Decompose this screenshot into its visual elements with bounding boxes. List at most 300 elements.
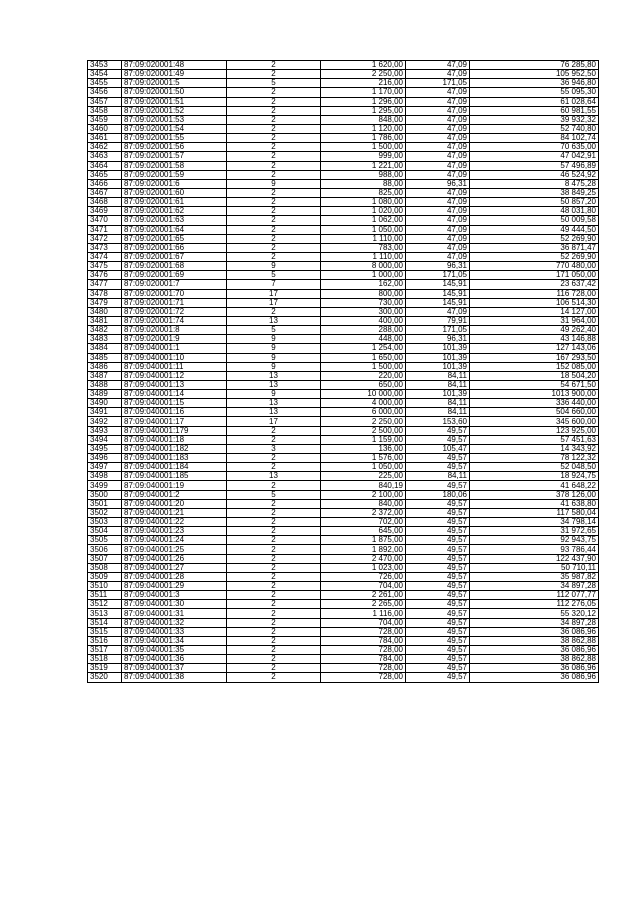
group-cell: 2 (227, 307, 321, 316)
table-row (88, 664, 599, 673)
row-number-cell: 3467 (88, 188, 122, 197)
table-row (88, 527, 599, 536)
cadastral-value-cell: 122 437,90 (470, 554, 599, 563)
group-cell: 2 (227, 499, 321, 508)
table-row (88, 179, 599, 188)
area-cell: 1 221,00 (321, 161, 406, 170)
table-row (88, 70, 599, 79)
table-row (88, 563, 599, 572)
group-cell: 2 (227, 518, 321, 527)
row-number-cell: 3513 (88, 609, 122, 618)
cadastral-value-cell: 8 475,28 (470, 179, 599, 188)
cadastral-value-cell: 34 897,28 (470, 618, 599, 627)
group-cell: 9 (227, 179, 321, 188)
table-row (88, 545, 599, 554)
specific-value-cell: 49,57 (406, 508, 470, 517)
row-number-cell: 3498 (88, 472, 122, 481)
group-cell: 2 (227, 134, 321, 143)
group-cell: 13 (227, 408, 321, 417)
cadastral-value-cell: 61 028,64 (470, 97, 599, 106)
cadastral-value-cell: 123 925,00 (470, 426, 599, 435)
cadastral-number-cell: 87:09:020001:69 (122, 271, 227, 280)
area-cell: 784,00 (321, 655, 406, 664)
group-cell: 2 (227, 70, 321, 79)
cadastral-value-cell: 35 987,82 (470, 572, 599, 581)
row-number-cell: 3473 (88, 243, 122, 252)
cadastral-number-cell: 87:09:020001:61 (122, 198, 227, 207)
specific-value-cell: 49,57 (406, 554, 470, 563)
group-cell: 2 (227, 463, 321, 472)
area-cell: 88,00 (321, 179, 406, 188)
table-row (88, 316, 599, 325)
group-cell: 17 (227, 417, 321, 426)
row-number-cell: 3478 (88, 289, 122, 298)
cadastral-value-cell: 36 086,96 (470, 673, 599, 682)
cadastral-number-cell: 87:09:040001:36 (122, 655, 227, 664)
table-row (88, 582, 599, 591)
row-number-cell: 3456 (88, 88, 122, 97)
specific-value-cell: 49,57 (406, 609, 470, 618)
row-number-cell: 3460 (88, 124, 122, 133)
area-cell: 1 062,00 (321, 216, 406, 225)
table-row (88, 289, 599, 298)
cadastral-value-cell: 38 862,88 (470, 636, 599, 645)
group-cell: 5 (227, 79, 321, 88)
specific-value-cell: 47,09 (406, 115, 470, 124)
table-row (88, 97, 599, 106)
row-number-cell: 3457 (88, 97, 122, 106)
row-number-cell: 3496 (88, 454, 122, 463)
row-number-cell: 3477 (88, 280, 122, 289)
specific-value-cell: 84,11 (406, 408, 470, 417)
specific-value-cell: 96,31 (406, 335, 470, 344)
table-row (88, 454, 599, 463)
cadastral-value-cell: 378 126,00 (470, 490, 599, 499)
cadastral-value-table (87, 60, 599, 683)
cadastral-value-cell: 49 444,50 (470, 225, 599, 234)
table-row (88, 198, 599, 207)
cadastral-value-cell: 34 798,14 (470, 518, 599, 527)
area-cell: 2 265,00 (321, 600, 406, 609)
group-cell: 2 (227, 188, 321, 197)
cadastral-number-cell: 87:09:020001:6 (122, 179, 227, 188)
cadastral-number-cell: 87:09:040001:32 (122, 618, 227, 627)
area-cell: 783,00 (321, 243, 406, 252)
table-row (88, 134, 599, 143)
area-cell: 1 875,00 (321, 536, 406, 545)
group-cell: 5 (227, 271, 321, 280)
cadastral-value-cell: 47 042,91 (470, 152, 599, 161)
area-cell: 216,00 (321, 79, 406, 88)
table-row (88, 390, 599, 399)
specific-value-cell: 49,57 (406, 435, 470, 444)
cadastral-number-cell: 87:09:020001:68 (122, 262, 227, 271)
group-cell: 2 (227, 225, 321, 234)
group-cell: 2 (227, 97, 321, 106)
area-cell: 1 786,00 (321, 134, 406, 143)
row-number-cell: 3519 (88, 664, 122, 673)
table-row (88, 490, 599, 499)
group-cell: 2 (227, 61, 321, 70)
row-number-cell: 3518 (88, 655, 122, 664)
cadastral-number-cell: 87:09:040001:10 (122, 353, 227, 362)
specific-value-cell: 49,57 (406, 636, 470, 645)
specific-value-cell: 49,57 (406, 499, 470, 508)
table-row (88, 243, 599, 252)
row-number-cell: 3511 (88, 591, 122, 600)
specific-value-cell: 49,57 (406, 545, 470, 554)
area-cell: 728,00 (321, 646, 406, 655)
row-number-cell: 3485 (88, 353, 122, 362)
cadastral-number-cell: 87:09:020001:54 (122, 124, 227, 133)
cadastral-number-cell: 87:09:040001:15 (122, 399, 227, 408)
specific-value-cell: 47,09 (406, 88, 470, 97)
group-cell: 2 (227, 664, 321, 673)
group-cell: 13 (227, 316, 321, 325)
cadastral-number-cell: 87:09:040001:185 (122, 472, 227, 481)
table-row (88, 417, 599, 426)
area-cell: 1 170,00 (321, 88, 406, 97)
cadastral-number-cell: 87:09:040001:28 (122, 572, 227, 581)
cadastral-number-cell: 87:09:020001:70 (122, 289, 227, 298)
specific-value-cell: 96,31 (406, 179, 470, 188)
group-cell: 2 (227, 234, 321, 243)
area-cell: 726,00 (321, 572, 406, 581)
group-cell: 2 (227, 508, 321, 517)
row-number-cell: 3488 (88, 380, 122, 389)
group-cell: 2 (227, 609, 321, 618)
specific-value-cell: 47,09 (406, 198, 470, 207)
cadastral-number-cell: 87:09:040001:18 (122, 435, 227, 444)
group-cell: 13 (227, 380, 321, 389)
cadastral-value-cell: 23 637,42 (470, 280, 599, 289)
cadastral-number-cell: 87:09:040001:14 (122, 390, 227, 399)
area-cell: 4 000,00 (321, 399, 406, 408)
area-cell: 300,00 (321, 307, 406, 316)
cadastral-value-cell: 504 660,00 (470, 408, 599, 417)
row-number-cell: 3464 (88, 161, 122, 170)
group-cell: 2 (227, 582, 321, 591)
row-number-cell: 3483 (88, 335, 122, 344)
area-cell: 8 000,00 (321, 262, 406, 271)
area-cell: 220,00 (321, 371, 406, 380)
area-cell: 1 650,00 (321, 353, 406, 362)
area-cell: 1 050,00 (321, 225, 406, 234)
area-cell: 2 372,00 (321, 508, 406, 517)
cadastral-number-cell: 87:09:020001:51 (122, 97, 227, 106)
cadastral-value-cell: 93 786,44 (470, 545, 599, 554)
cadastral-number-cell: 87:09:020001:49 (122, 70, 227, 79)
area-cell: 704,00 (321, 582, 406, 591)
cadastral-number-cell: 87:09:020001:67 (122, 252, 227, 261)
group-cell: 13 (227, 472, 321, 481)
cadastral-value-cell: 41 648,22 (470, 481, 599, 490)
area-cell: 288,00 (321, 326, 406, 335)
table-row (88, 307, 599, 316)
row-number-cell: 3505 (88, 536, 122, 545)
group-cell: 2 (227, 152, 321, 161)
group-cell: 2 (227, 252, 321, 261)
specific-value-cell: 49,57 (406, 527, 470, 536)
area-cell: 1 110,00 (321, 234, 406, 243)
area-cell: 645,00 (321, 527, 406, 536)
cadastral-number-cell: 87:09:040001:2 (122, 490, 227, 499)
cadastral-value-cell: 52 048,50 (470, 463, 599, 472)
table-row (88, 61, 599, 70)
specific-value-cell: 101,39 (406, 353, 470, 362)
specific-value-cell: 47,09 (406, 134, 470, 143)
cadastral-number-cell: 87:09:040001:27 (122, 563, 227, 572)
specific-value-cell: 47,09 (406, 307, 470, 316)
group-cell: 5 (227, 326, 321, 335)
group-cell: 2 (227, 426, 321, 435)
cadastral-number-cell: 87:09:020001:72 (122, 307, 227, 316)
cadastral-value-cell: 43 146,88 (470, 335, 599, 344)
group-cell: 3 (227, 444, 321, 453)
table-row (88, 152, 599, 161)
cadastral-number-cell: 87:09:040001:20 (122, 499, 227, 508)
cadastral-number-cell: 87:09:020001:58 (122, 161, 227, 170)
specific-value-cell: 47,09 (406, 216, 470, 225)
table-row (88, 371, 599, 380)
cadastral-number-cell: 87:09:040001:184 (122, 463, 227, 472)
cadastral-value-cell: 70 635,00 (470, 143, 599, 152)
cadastral-number-cell: 87:09:020001:5 (122, 79, 227, 88)
cadastral-value-cell: 36 946,80 (470, 79, 599, 88)
row-number-cell: 3501 (88, 499, 122, 508)
specific-value-cell: 47,09 (406, 97, 470, 106)
area-cell: 1 500,00 (321, 362, 406, 371)
row-number-cell: 3458 (88, 106, 122, 115)
area-cell: 1 159,00 (321, 435, 406, 444)
table-row (88, 234, 599, 243)
group-cell: 2 (227, 143, 321, 152)
row-number-cell: 3515 (88, 627, 122, 636)
row-number-cell: 3503 (88, 518, 122, 527)
cadastral-number-cell: 87:09:040001:29 (122, 582, 227, 591)
cadastral-value-cell: 18 924,75 (470, 472, 599, 481)
row-number-cell: 3481 (88, 316, 122, 325)
specific-value-cell: 49,57 (406, 664, 470, 673)
cadastral-value-cell: 50 009,58 (470, 216, 599, 225)
table-row (88, 362, 599, 371)
cadastral-value-cell: 57 451,63 (470, 435, 599, 444)
table-row (88, 344, 599, 353)
area-cell: 784,00 (321, 636, 406, 645)
cadastral-value-cell: 36 086,96 (470, 646, 599, 655)
cadastral-value-cell: 770 480,00 (470, 262, 599, 271)
cadastral-value-cell: 46 524,92 (470, 170, 599, 179)
specific-value-cell: 145,91 (406, 298, 470, 307)
specific-value-cell: 145,91 (406, 280, 470, 289)
area-cell: 1 080,00 (321, 198, 406, 207)
specific-value-cell: 47,09 (406, 188, 470, 197)
cadastral-number-cell: 87:09:040001:179 (122, 426, 227, 435)
specific-value-cell: 47,09 (406, 124, 470, 133)
cadastral-value-cell: 48 031,80 (470, 207, 599, 216)
area-cell: 730,00 (321, 298, 406, 307)
area-cell: 728,00 (321, 664, 406, 673)
cadastral-value-cell: 36 871,47 (470, 243, 599, 252)
group-cell: 13 (227, 371, 321, 380)
cadastral-value-cell: 55 095,30 (470, 88, 599, 97)
group-cell: 9 (227, 353, 321, 362)
specific-value-cell: 84,11 (406, 472, 470, 481)
specific-value-cell: 145,91 (406, 289, 470, 298)
specific-value-cell: 49,57 (406, 518, 470, 527)
group-cell: 2 (227, 627, 321, 636)
area-cell: 1 500,00 (321, 143, 406, 152)
row-number-cell: 3474 (88, 252, 122, 261)
cadastral-number-cell: 87:09:040001:26 (122, 554, 227, 563)
cadastral-number-cell: 87:09:040001:11 (122, 362, 227, 371)
table-row (88, 225, 599, 234)
specific-value-cell: 49,57 (406, 426, 470, 435)
group-cell: 2 (227, 545, 321, 554)
specific-value-cell: 47,09 (406, 143, 470, 152)
area-cell: 1 296,00 (321, 97, 406, 106)
cadastral-value-cell: 41 638,80 (470, 499, 599, 508)
group-cell: 13 (227, 399, 321, 408)
group-cell: 2 (227, 124, 321, 133)
cadastral-number-cell: 87:09:020001:48 (122, 61, 227, 70)
table-row (88, 380, 599, 389)
area-cell: 1 254,00 (321, 344, 406, 353)
cadastral-number-cell: 87:09:040001:3 (122, 591, 227, 600)
cadastral-value-cell: 38 849,25 (470, 188, 599, 197)
table-row (88, 280, 599, 289)
table-row (88, 609, 599, 618)
row-number-cell: 3494 (88, 435, 122, 444)
specific-value-cell: 49,57 (406, 655, 470, 664)
cadastral-value-cell: 50 857,20 (470, 198, 599, 207)
row-number-cell: 3510 (88, 582, 122, 591)
group-cell: 2 (227, 646, 321, 655)
group-cell: 17 (227, 298, 321, 307)
specific-value-cell: 105,47 (406, 444, 470, 453)
specific-value-cell: 49,57 (406, 591, 470, 600)
cadastral-number-cell: 87:09:040001:38 (122, 673, 227, 682)
row-number-cell: 3495 (88, 444, 122, 453)
row-number-cell: 3455 (88, 79, 122, 88)
area-cell: 848,00 (321, 115, 406, 124)
cadastral-value-cell: 105 952,50 (470, 70, 599, 79)
cadastral-number-cell: 87:09:040001:183 (122, 454, 227, 463)
cadastral-value-cell: 14 343,92 (470, 444, 599, 453)
cadastral-value-cell: 52 740,80 (470, 124, 599, 133)
row-number-cell: 3516 (88, 636, 122, 645)
specific-value-cell: 47,09 (406, 70, 470, 79)
specific-value-cell: 47,09 (406, 152, 470, 161)
group-cell: 2 (227, 216, 321, 225)
specific-value-cell: 49,57 (406, 481, 470, 490)
table-row (88, 408, 599, 417)
table-row (88, 143, 599, 152)
cadastral-number-cell: 87:09:040001:35 (122, 646, 227, 655)
area-cell: 225,00 (321, 472, 406, 481)
area-cell: 1 576,00 (321, 454, 406, 463)
cadastral-value-cell: 336 440,00 (470, 399, 599, 408)
area-cell: 6 000,00 (321, 408, 406, 417)
cadastral-value-cell: 36 086,96 (470, 627, 599, 636)
row-number-cell: 3475 (88, 262, 122, 271)
specific-value-cell: 84,11 (406, 380, 470, 389)
cadastral-number-cell: 87:09:020001:9 (122, 335, 227, 344)
specific-value-cell: 49,57 (406, 563, 470, 572)
specific-value-cell: 47,09 (406, 243, 470, 252)
cadastral-value-cell: 36 086,96 (470, 664, 599, 673)
table-row (88, 646, 599, 655)
table-row (88, 481, 599, 490)
area-cell: 702,00 (321, 518, 406, 527)
area-cell: 136,00 (321, 444, 406, 453)
cadastral-number-cell: 87:09:020001:52 (122, 106, 227, 115)
cadastral-number-cell: 87:09:020001:66 (122, 243, 227, 252)
row-number-cell: 3480 (88, 307, 122, 316)
cadastral-number-cell: 87:09:040001:33 (122, 627, 227, 636)
cadastral-value-cell: 38 862,88 (470, 655, 599, 664)
specific-value-cell: 49,57 (406, 618, 470, 627)
specific-value-cell: 49,57 (406, 646, 470, 655)
area-cell: 1 620,00 (321, 61, 406, 70)
specific-value-cell: 153,60 (406, 417, 470, 426)
row-number-cell: 3468 (88, 198, 122, 207)
area-cell: 2 250,00 (321, 417, 406, 426)
row-number-cell: 3482 (88, 326, 122, 335)
group-cell: 5 (227, 490, 321, 499)
cadastral-value-cell: 345 600,00 (470, 417, 599, 426)
table-row (88, 472, 599, 481)
table-row (88, 426, 599, 435)
specific-value-cell: 47,09 (406, 61, 470, 70)
cadastral-value-cell: 112 077,77 (470, 591, 599, 600)
table-row (88, 554, 599, 563)
row-number-cell: 3472 (88, 234, 122, 243)
table-row (88, 170, 599, 179)
table-row (88, 79, 599, 88)
row-number-cell: 3465 (88, 170, 122, 179)
group-cell: 2 (227, 198, 321, 207)
cadastral-number-cell: 87:09:040001:1 (122, 344, 227, 353)
table-row (88, 106, 599, 115)
area-cell: 2 500,00 (321, 426, 406, 435)
table-row (88, 216, 599, 225)
group-cell: 2 (227, 673, 321, 682)
cadastral-number-cell: 87:09:040001:24 (122, 536, 227, 545)
area-cell: 10 000,00 (321, 390, 406, 399)
cadastral-value-cell: 116 728,00 (470, 289, 599, 298)
specific-value-cell: 49,57 (406, 582, 470, 591)
specific-value-cell: 171,05 (406, 326, 470, 335)
area-cell: 1 023,00 (321, 563, 406, 572)
row-number-cell: 3453 (88, 61, 122, 70)
table-row (88, 124, 599, 133)
group-cell: 9 (227, 262, 321, 271)
row-number-cell: 3491 (88, 408, 122, 417)
cadastral-value-cell: 54 671,50 (470, 380, 599, 389)
area-cell: 162,00 (321, 280, 406, 289)
group-cell: 2 (227, 554, 321, 563)
cadastral-value-cell: 39 932,32 (470, 115, 599, 124)
group-cell: 2 (227, 655, 321, 664)
specific-value-cell: 180,06 (406, 490, 470, 499)
cadastral-number-cell: 87:09:040001:19 (122, 481, 227, 490)
table-row (88, 188, 599, 197)
row-number-cell: 3504 (88, 527, 122, 536)
specific-value-cell: 101,39 (406, 344, 470, 353)
row-number-cell: 3471 (88, 225, 122, 234)
table-row (88, 572, 599, 581)
